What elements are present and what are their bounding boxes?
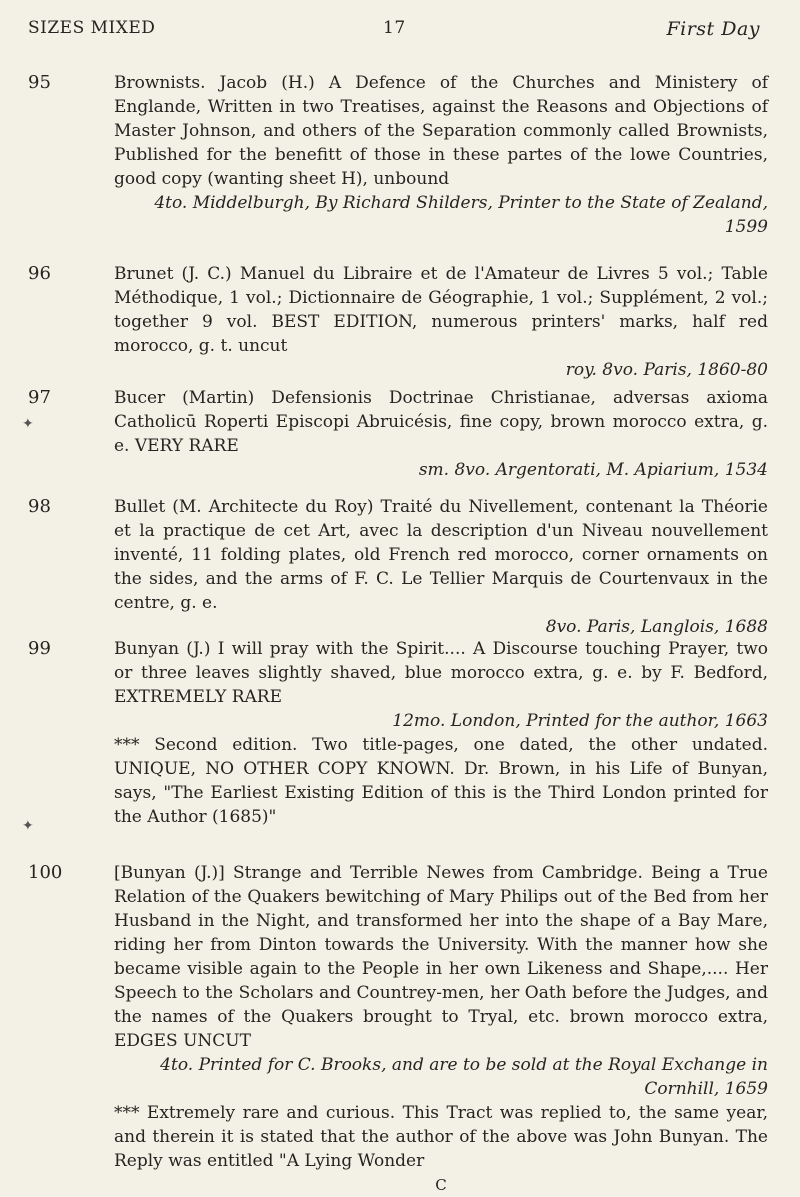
lot-number: 97 (28, 387, 51, 408)
lot-imprint: 8vo. Paris, Langlois, 1688 (545, 617, 768, 637)
lot-number: 99 (28, 638, 51, 659)
lot-description (114, 495, 768, 639)
lot-note: *** Second edition. Two title-pages, one dated, the other undated. UNIQUE, NO OTHER COPY KNOWN. Dr. Brown, in his Life of Bunyan, says, "The Earliest Existing Edition of this is the Third London printed for the Author (1685)" (114, 735, 768, 827)
lot-note: *** Extremely rare and curious. This Tract was replied to, the same year, and therein it is stated that the author of the above was John Bunyan. The Reply was entitled "A Lying Wonder (114, 1103, 768, 1171)
running-header (28, 18, 760, 42)
signature-mark: C (435, 1176, 447, 1194)
lot-number: 96 (28, 263, 51, 284)
lot-text: Brunet (J. C.) Manuel du Libraire et de l'Amateur de Livres 5 vol.; Table Méthodique, 1 vol.; Dictionnaire de Géographie, 1 vol.; Supplément, 2 vol.; together 9 vol. BEST EDITION, numerous printers' marks, half red morocco, g. t. uncut (114, 264, 768, 356)
lot-description (114, 386, 768, 482)
lot-imprint: 12mo. London, Printed for the author, 1663 (392, 711, 768, 731)
lot-imprint: sm. 8vo. Argentorati, M. Apiarium, 1534 (418, 460, 768, 480)
lot-number: 100 (28, 862, 63, 883)
lot-description (114, 71, 768, 239)
lot-text: [Bunyan (J.)] Strange and Terrible Newes from Cambridge. Being a True Relation of the Quakers bewitching of Mary Philips out of the Bed from her Husband in the Night, and transformed her into the shape of a Bay Mare, riding her from Dinton towards the University. With the manner how she became visible again to the People in her own Likeness and Shape,.... Her Speech to the Scholars and Countrey-men, her Oath before the Judges, and the names of the Quakers brought to Tryal, etc. brown morocco extra, EDGES UNCUT (114, 863, 768, 1051)
lot-description (114, 637, 768, 829)
lot-description (114, 861, 768, 1197)
lot-imprint: 4to. Middelburgh, By Richard Shilders, Printer to the State of Zealand, 1599 (154, 193, 768, 237)
lot-imprint: roy. 8vo. Paris, 1860-80 (565, 360, 768, 380)
lot-text: Brownists. Jacob (H.) A Defence of the Churches and Ministery of Englande, Written in two Treatises, against the Reasons and Objections of Master Johnson, and others of the Separation commonly called Brownists, Published for the benefitt of those in these partes of the lowe Countries, good copy (wanting sheet H), unbound (114, 73, 768, 189)
lot-description (114, 262, 768, 382)
lot-number: 95 (28, 72, 51, 93)
header-day-label: First Day (666, 18, 760, 40)
lot-text: Bunyan (J.) I will pray with the Spirit.... A Discourse touching Prayer, two or three leaves slightly shaved, blue morocco extra, g. e. by F. Bedford, EXTREMELY RARE (114, 639, 768, 707)
lot-imprint: 4to. Printed for C. Brooks, and are to be sold at the Royal Exchange in Cornhill, 1659 (160, 1055, 768, 1099)
lot-text: Bucer (Martin) Defensionis Doctrinae Christianae, adversas axioma Catholicū Roperti Episcopi Abruicésis, fine copy, brown morocco extra, g. e. VERY RARE (114, 388, 768, 456)
margin-mark-icon: ✦ (22, 416, 34, 432)
header-page-number: 17 (383, 18, 406, 38)
lot-text: Bullet (M. Architecte du Roy) Traité du Nivellement, contenant la Théorie et la practique de cet Art, avec la description d'un Niveau nouvellement inventé, 11 folding plates, old French red morocco, corner ornaments on the sides, and the arms of F. C. Le Tellier Marquis de Courtenvaux in the centre, g. e. (114, 497, 768, 613)
header-section-title: SIZES MIXED (28, 18, 156, 38)
lot-number: 98 (28, 496, 51, 517)
margin-mark-icon: ✦ (22, 818, 34, 834)
